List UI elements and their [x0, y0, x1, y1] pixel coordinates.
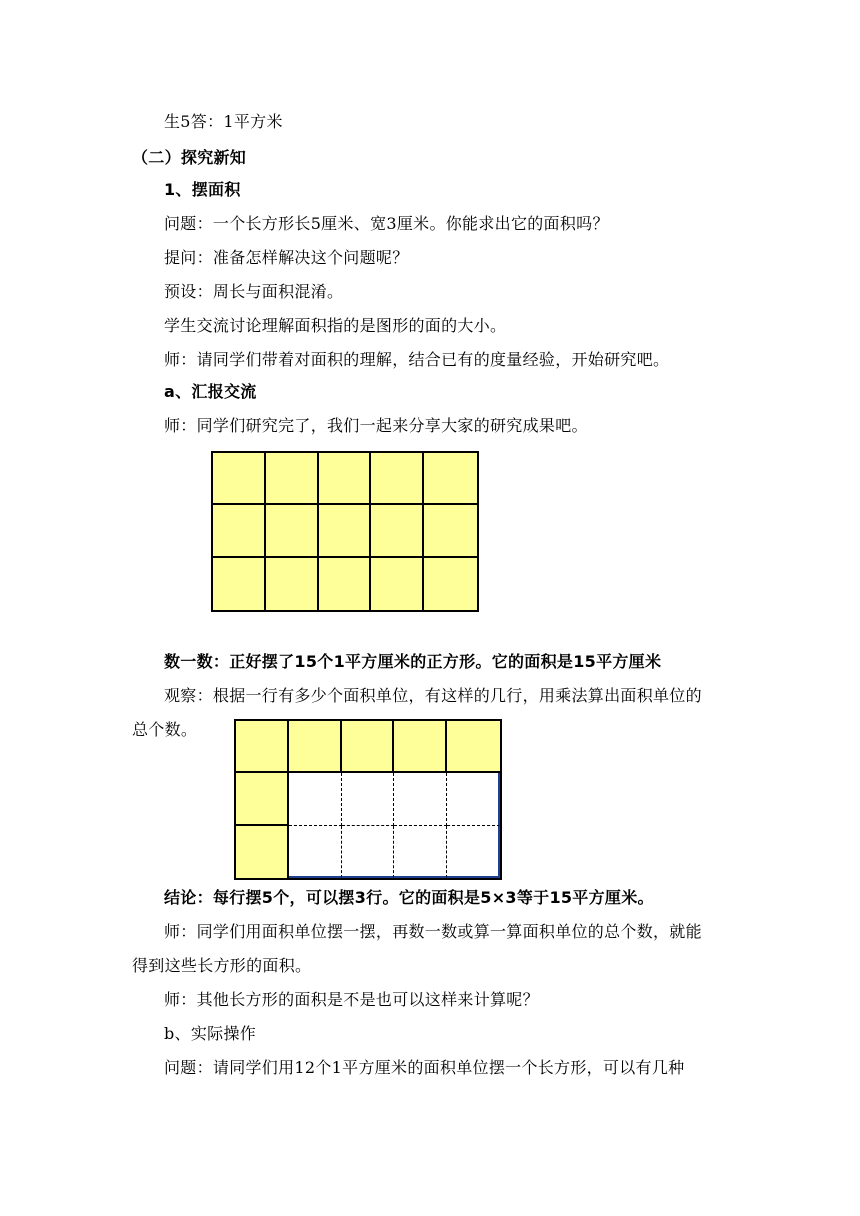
observe-line-1: 观察：根据一行有多少个面积单位，有这样的几行，用乘法算出面积单位的: [164, 686, 702, 705]
subsection-heading: 1、摆面积: [164, 180, 241, 199]
unit-square-filled: [447, 721, 500, 773]
section-heading: （二）探究新知: [132, 148, 247, 167]
problem-line: 问题：请同学们用12个1平方厘米的面积单位摆一个长方形，可以有几种: [164, 1058, 685, 1077]
subheading-a: a、汇报交流: [164, 382, 257, 401]
text-line-1: 生5答：1平方米: [164, 112, 283, 131]
unit-square: [371, 558, 424, 610]
unit-square: [319, 505, 372, 557]
teacher-line-3b: 得到这些长方形的面积。: [132, 956, 312, 975]
text-line-question: 问题：一个长方形长5厘米、宽3厘米。你能求出它的面积吗？: [164, 214, 609, 233]
unit-square-empty: [394, 826, 447, 878]
unit-square: [266, 558, 319, 610]
conclusion-statement: 结论：每行摆5个，可以摆3行。它的面积是5×3等于15平方厘米。: [164, 888, 654, 907]
unit-square-filled: [394, 721, 447, 773]
unit-square: [371, 453, 424, 505]
unit-square-empty: [342, 773, 395, 825]
figure-full-grid: [211, 451, 479, 612]
unit-square: [319, 453, 372, 505]
unit-square-empty: [289, 826, 342, 878]
text-line-teacher-1: 师：请同学们带着对面积的理解，结合已有的度量经验，开始研究吧。: [164, 350, 670, 369]
unit-square: [371, 505, 424, 557]
unit-square: [424, 505, 477, 557]
figure-row-column-grid: [234, 719, 502, 880]
unit-square-filled: [289, 721, 342, 773]
unit-square-filled: [236, 826, 289, 878]
unit-square: [266, 453, 319, 505]
teacher-line-3a: 师：同学们用面积单位摆一摆，再数一数或算一算面积单位的总个数，就能: [164, 922, 702, 941]
observe-line-2: 总个数。: [132, 720, 198, 739]
unit-square: [213, 505, 266, 557]
unit-square: [213, 453, 266, 505]
text-line-discuss: 学生交流讨论理解面积指的是图形的面的大小。: [164, 316, 507, 335]
unit-square-empty: [447, 826, 500, 878]
text-line-ask: 提问：准备怎样解决这个问题呢？: [164, 248, 409, 267]
unit-square-empty: [394, 773, 447, 825]
count-statement: 数一数：正好摆了15个1平方厘米的正方形。它的面积是15平方厘米: [164, 652, 662, 671]
unit-square-filled: [236, 721, 289, 773]
unit-square: [266, 505, 319, 557]
unit-square: [319, 558, 372, 610]
unit-square: [424, 558, 477, 610]
unit-square-empty: [447, 773, 500, 825]
teacher-line-4: 师：其他长方形的面积是不是也可以这样来计算呢？: [164, 990, 539, 1009]
unit-square-empty: [289, 773, 342, 825]
text-line-preset: 预设：周长与面积混淆。: [164, 282, 344, 301]
unit-square-filled: [236, 773, 289, 825]
unit-square-filled: [342, 721, 395, 773]
unit-square: [424, 453, 477, 505]
subheading-b: b、实际操作: [164, 1024, 257, 1043]
unit-square: [213, 558, 266, 610]
unit-square-empty: [342, 826, 395, 878]
text-line-teacher-2: 师：同学们研究完了，我们一起来分享大家的研究成果吧。: [164, 416, 588, 435]
